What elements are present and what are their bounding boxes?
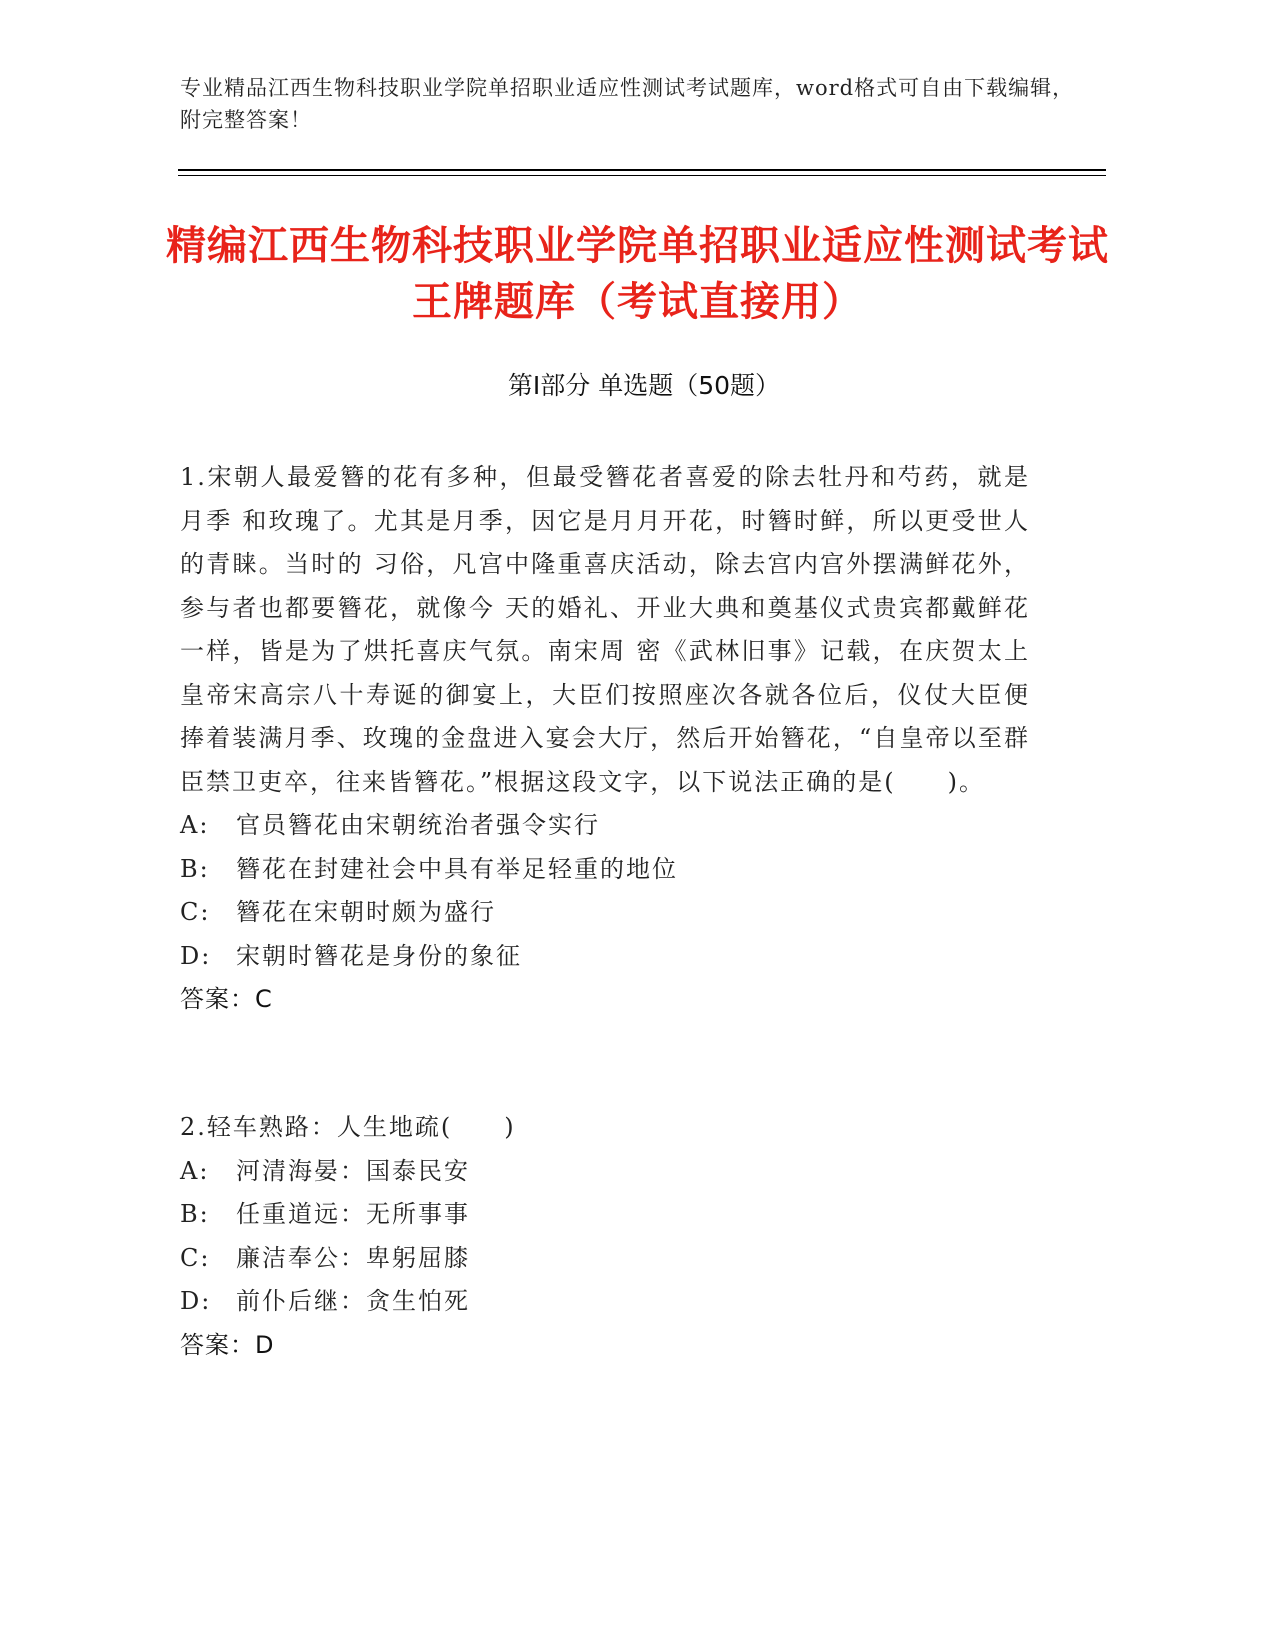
answer-line: 答案：C	[180, 985, 273, 1013]
option-b	[180, 848, 1030, 892]
option-text: 宋朝时簪花是身份的象征	[236, 941, 522, 970]
option-a	[180, 1150, 1030, 1194]
option-text: 任重道远：无所事事	[236, 1200, 470, 1228]
option-letter: B:	[180, 1200, 210, 1228]
option-d	[180, 935, 1030, 979]
option-text: 簪花在宋朝时颇为盛行	[236, 898, 496, 926]
option-a	[180, 804, 1030, 848]
option-d	[180, 1280, 1030, 1324]
option-letter: D:	[180, 1287, 212, 1315]
option-letter: B:	[180, 854, 210, 883]
header-divider-thin	[178, 175, 1106, 176]
option-text: 簪花在封建社会中具有举足轻重的地位	[236, 854, 678, 883]
option-text: 前仆后继：贪生怕死	[236, 1287, 470, 1315]
question-stem: 2.轻车熟路：人生地疏( )	[180, 1113, 516, 1141]
question-2	[180, 1106, 1030, 1367]
option-letter: A:	[180, 1156, 210, 1185]
option-letter: C:	[180, 898, 211, 926]
option-c	[180, 1237, 1030, 1281]
option-text: 官员簪花由宋朝统治者强令实行	[236, 811, 600, 839]
option-text: 廉洁奉公：卑躬屈膝	[236, 1243, 470, 1272]
option-text: 河清海晏：国泰民安	[236, 1156, 470, 1185]
question-stem: 1.宋朝人最爱簪的花有多种，但最受簪花者喜爱的除去牡丹和芍药，就是月季 和玫瑰了。尤其是月季，因它是月月开花，时簪时鲜，所以更受世人的青睐。当时的 习俗，凡宫中隆重喜庆活动，除去宫内宫外摆满鲜花外，参与者也都要簪花，就像今 天的婚礼、开业大典和奠基仪式贵宾都戴鲜花一样，皆是为了烘托喜庆气氛。南宋周 密《武林旧事》记载，在庆贺太上皇帝宋高宗八十寿诞的御宴上，大臣们按照座次各就各位后，仪仗大臣便捧着装满月季、玫瑰的金盘进入宴会大厅，然后开始簪花，“自皇帝以至群臣禁卫吏卒，往来皆簪花。”根据这段文字，以下说法正确的是( )。	[180, 463, 1030, 796]
option-letter: C:	[180, 1243, 211, 1272]
answer-line: 答案：D	[180, 1330, 275, 1359]
header-note: 专业精品江西生物科技职业学院单招职业适应性测试考试题库，word格式可自由下载编辑，附完整答案！	[180, 76, 1075, 132]
header-divider-thick	[178, 169, 1106, 171]
section-title: 第I部分 单选题（50题）	[507, 371, 781, 400]
document-title: 精编江西生物科技职业学院单招职业适应性测试考试王牌题库（考试直接用）	[166, 223, 1109, 325]
option-c	[180, 891, 1030, 935]
option-letter: D:	[180, 941, 212, 970]
question-1	[180, 456, 1030, 1022]
option-b	[180, 1193, 1030, 1237]
option-letter: A:	[180, 811, 210, 839]
